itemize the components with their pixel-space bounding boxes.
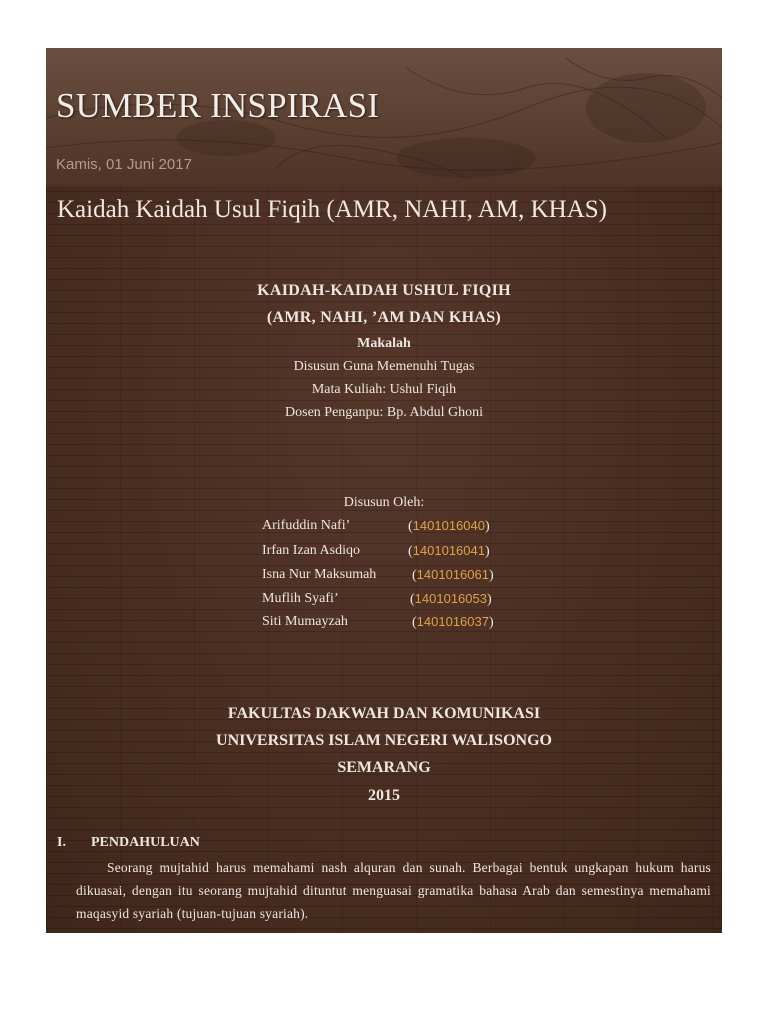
section-title: PENDAHULUAN <box>91 835 200 850</box>
authors-label: Disusun Oleh: <box>343 495 425 510</box>
author-nim: (1401016041) <box>408 543 490 559</box>
author-name: Siti Mumayzah <box>262 614 348 629</box>
author-nim-link[interactable]: 1401016040 <box>412 518 485 533</box>
post-date: Kamis, 01 Juni 2017 <box>56 156 192 173</box>
author-name: Isna Nur Maksumah <box>262 567 377 582</box>
author-nim-link[interactable]: 1401016041 <box>412 543 485 558</box>
doc-heading-line1: KAIDAH-KAIDAH USHUL FIQIH <box>257 282 511 299</box>
doc-heading-line2: (AMR, NAHI, ’AM DAN KHAS) <box>266 309 502 326</box>
doc-type: Makalah <box>357 336 411 351</box>
author-name: Arifuddin Nafi’ <box>262 518 351 533</box>
post-title[interactable]: Kaidah Kaidah Usul Fiqih (AMR, NAHI, AM, KHAS) <box>57 196 607 223</box>
blog-title[interactable]: SUMBER INSPIRASI <box>56 86 380 125</box>
author-nim-link[interactable]: 1401016053 <box>414 591 487 606</box>
intro-paragraph: Seorang mujtahid harus memahami nash alquran dan sunah. Berbagai bentuk ungkapan hukum harus dikuasai, dengan itu seorang mujtahid dituntut menguasai gramatika bahasa Arab dan semestinya memahami maqasyid syariah (tujuan-tujuan syariah). <box>76 860 711 921</box>
author-name: Irfan Izan Asdiqo <box>262 543 360 558</box>
section-number: I. <box>57 835 66 850</box>
doc-purpose: Disusun Guna Memenuhi Tugas <box>293 359 475 374</box>
author-nim-link[interactable]: 1401016037 <box>416 614 489 629</box>
university-name: UNIVERSITAS ISLAM NEGERI WALISONGO <box>216 732 552 749</box>
city-name: SEMARANG <box>337 759 431 776</box>
doc-course: Mata Kuliah: Ushul Fiqih <box>311 382 457 397</box>
blog-page <box>46 48 722 933</box>
author-nim: (1401016037) <box>412 614 494 630</box>
doc-lecturer: Dosen Penganpu: Bp. Abdul Ghoni <box>285 405 483 420</box>
blog-header <box>46 48 722 186</box>
faculty-name: FAKULTAS DAKWAH DAN KOMUNIKASI <box>227 705 541 722</box>
author-nim: (1401016053) <box>410 591 492 607</box>
author-name: Muflih Syafi’ <box>262 591 339 606</box>
author-nim-link[interactable]: 1401016061 <box>416 567 489 582</box>
author-nim: (1401016061) <box>412 567 494 583</box>
author-nim: (1401016040) <box>408 518 490 534</box>
doc-year: 2015 <box>368 787 400 804</box>
